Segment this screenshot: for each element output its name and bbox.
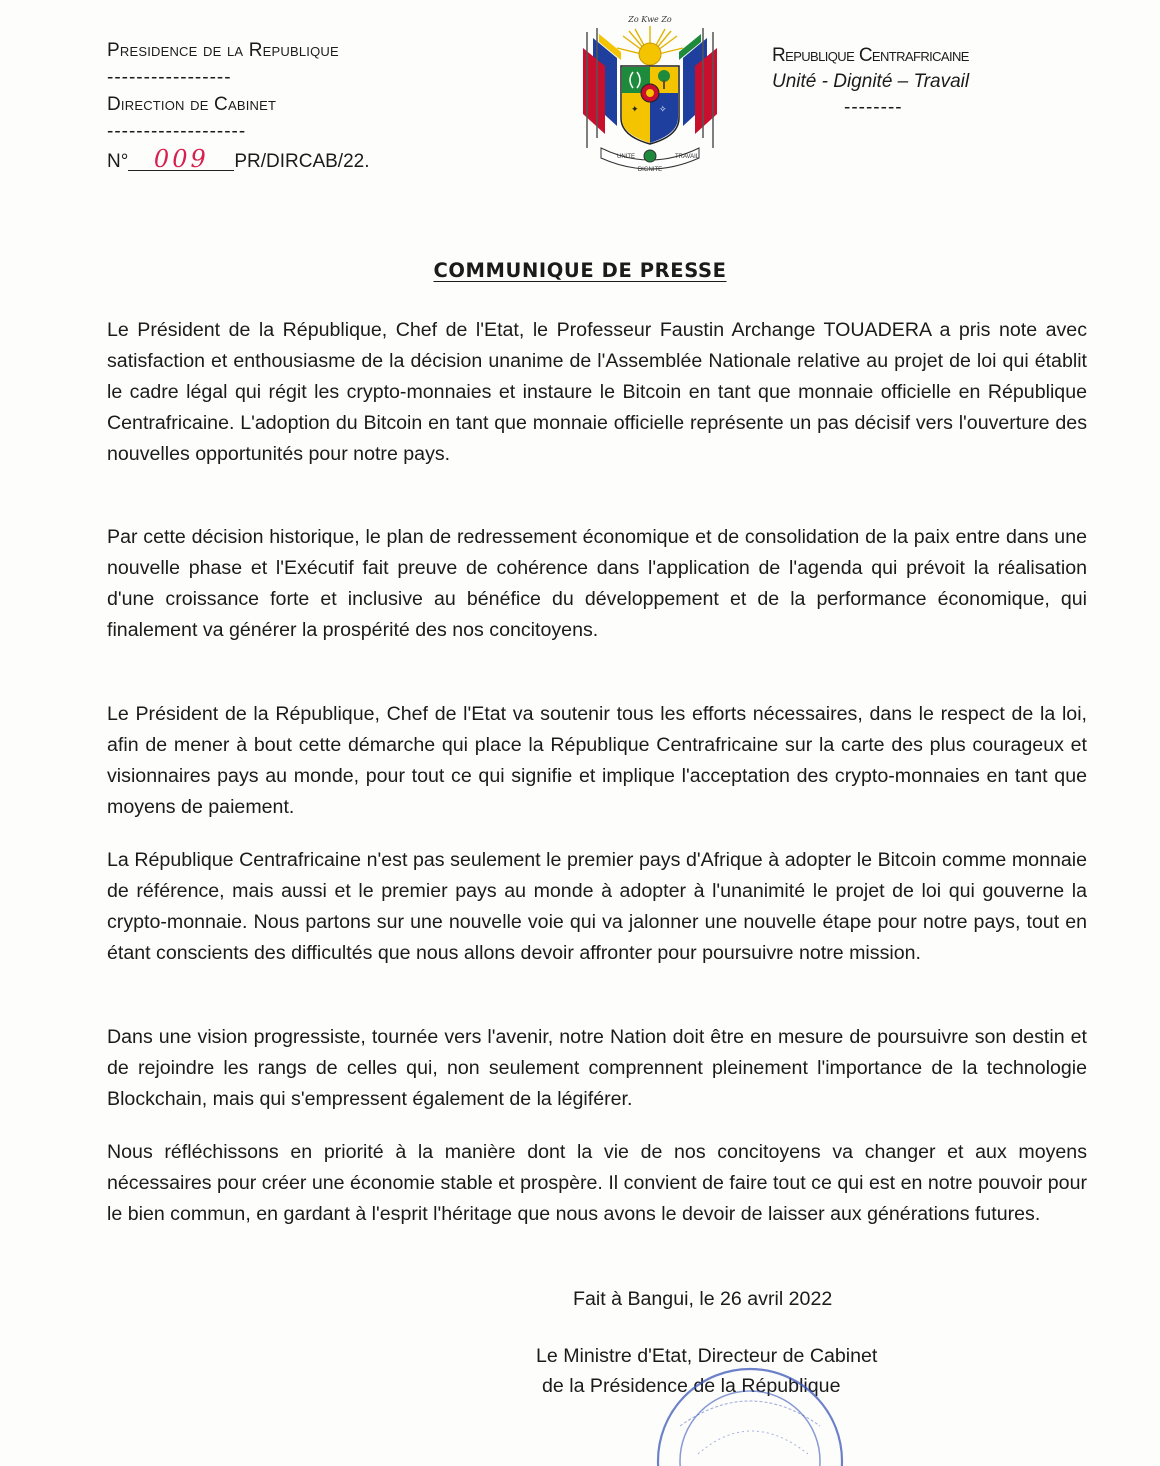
paragraph-1: Le Président de la République, Chef de l'Etat, le Professeur Faustin Archange TOUADERA a pris note avec satisfaction et enthousiasme de la décision unanime de l'Assemblée Nationale relative au projet de loi qui établit le cadre légal qui régit les crypto-monnaies et instaure le Bitcoin en tant que monnaie officielle en République Centrafricaine. L'adoption du Bitcoin en tant que monnaie officielle représente un pas décisif vers l'ouverture des nouvelles opportunités pour notre pays.: [107, 319, 1087, 465]
emblem-motto-text: Zo Kwe Zo: [628, 15, 672, 24]
paragraph-3: Le Président de la République, Chef de l'Etat va soutenir tous les efforts nécessaires, dans le respect de la loi, afin de mener à bout cette démarche qui place la République Centrafricaine sur la carte des plus courageux et visionnaires pays au monde, pour tout ce qui signifie et implique l'acceptation des crypto-monnaies en tant que moyens de paiement.: [107, 703, 1087, 818]
national-motto: Unité - Dignité – Travail: [772, 71, 970, 92]
svg-text:✧: ✧: [659, 104, 667, 114]
issuer-separator-2: -------------------: [107, 121, 247, 142]
issuer-line-presidence: Presidence de la Republique: [107, 40, 339, 61]
svg-text:✦: ✦: [631, 104, 639, 114]
document-title: COMMUNIQUE DE PRESSE: [433, 259, 727, 282]
republic-separator: --------: [844, 97, 903, 118]
ribbon-bottom-text: DIGNITE: [637, 167, 663, 173]
coat-of-arms-emblem: [575, 8, 725, 176]
ribbon-right-text: TRAVAIL: [675, 154, 700, 160]
shield-icon: [621, 66, 679, 144]
place-and-date: Fait à Bangui, le 26 avril 2022: [573, 1288, 833, 1310]
signatory-title-line-1: Le Ministre d'Etat, Directeur de Cabinet: [536, 1345, 878, 1367]
republic-name: Republique Centrafricaine: [772, 45, 969, 66]
reference-suffix: PR/DIRCAB/22.: [234, 151, 370, 172]
handwritten-number: 009: [128, 148, 234, 171]
issuer-line-direction: Direction de Cabinet: [107, 94, 277, 115]
reference-prefix: N°: [107, 151, 129, 172]
paragraph-4: La République Centrafricaine n'est pas seulement le premier pays d'Afrique à adopter le Bitcoin comme monnaie de référence, mais aussi et le premier pays au monde à adopter à l'unanimité le projet de loi qui gouverne la crypto-monnaie. Nous partons sur une nouvelle voie qui va jalonner une nouvelle étape pour notre pays, tout en étant conscients des difficultés que nous allons devoir affronter pour poursuivre notre mission.: [107, 849, 1087, 964]
right-flags-icon: [679, 28, 717, 148]
issuer-separator-1: -----------------: [107, 67, 232, 88]
paragraph-2: Par cette décision historique, le plan de redressement économique et de consolidation de la paix entre dans une nouvelle phase et l'Exécutif fait preuve de cohérence dans l'application de l'agenda qui prévoit la réalisation d'une croissance forte et inclusive au bénéfice du développement et de la performance économique, qui finalement va générer la prospérité des nos concitoyens.: [107, 526, 1087, 641]
paragraph-5: Dans une vision progressiste, tournée vers l'avenir, notre Nation doit être en mesure de poursuivre son destin et de rejoindre les rangs de celles qui, non seulement comprennent pleinement l'importance de la technologie Blockchain, mais qui s'empressent également de la légiférer.: [107, 1026, 1087, 1110]
paragraph-6: Nous réfléchissons en priorité à la manière dont la vie de nos concitoyens va changer et aux moyens nécessaires pour créer une économie stable et prospère. Il convient de faire tout ce qui est en notre pouvoir pour le bien commun, en gardant à l'esprit l'héritage que nous avons le devoir de laisser aux générations futures.: [107, 1141, 1087, 1225]
ribbon-left-text: UNITE: [617, 154, 635, 160]
signatory-title-line-2: de la Présidence de la République: [542, 1375, 841, 1397]
reference-number: [107, 145, 370, 175]
left-flags-icon: [583, 28, 621, 148]
